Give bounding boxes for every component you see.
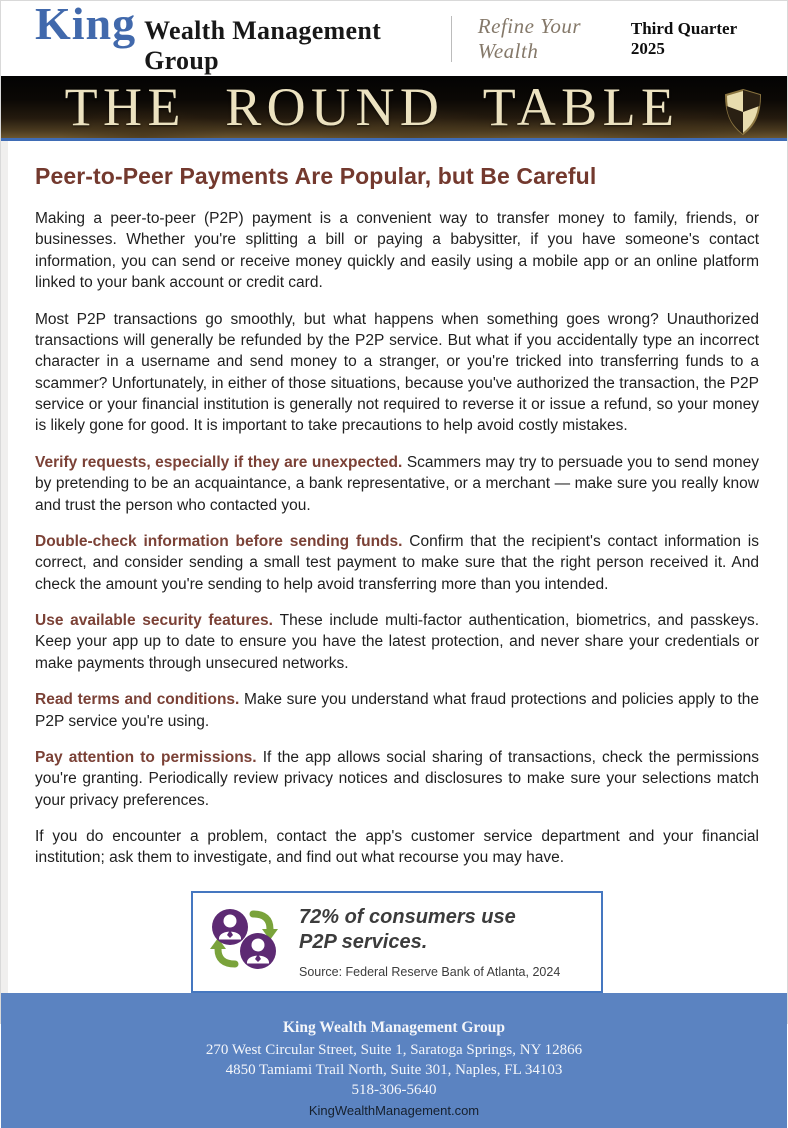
footer-address-fl: 4850 Tamiami Trail North, Suite 301, Naples, FL 34103 <box>225 1062 563 1078</box>
statistic-headline: 72% of consumers use P2P services. <box>299 905 516 953</box>
paragraph-lead: Verify requests, especially if they are unexpected. <box>35 453 403 471</box>
paragraph-text: If you do encounter a problem, contact the app's customer service department and your financial institution; ask them to investigate, and find out what recourse you may have. <box>35 828 759 867</box>
paragraph-terms-conditions <box>35 689 759 732</box>
paragraph-permissions <box>35 747 759 811</box>
footer <box>1 993 787 1128</box>
footer-website: KingWealthManagement.com <box>308 1102 480 1118</box>
article-body <box>1 141 787 993</box>
paragraph-lead: Read terms and conditions. <box>35 691 240 709</box>
paragraph-lead: Use available security features. <box>35 612 273 629</box>
issue-date: Third Quarter 2025 <box>630 19 737 58</box>
paragraph-text: Confirm that the recipient's contact information is correct, and consider sending a small test payment to make sure that the right person received it. And check the amount you're sending to help avoid transferring more than you intended. <box>35 532 760 593</box>
paragraph-verify-requests <box>35 452 759 516</box>
masthead <box>1 1 787 76</box>
paragraph-text: Make sure you understand what fraud protections and policies apply to the P2P service you're using. <box>35 691 759 730</box>
paragraph-lead: Pay attention to permissions. <box>35 748 257 766</box>
company-logo <box>35 1 421 76</box>
logo-text-wealth-management-group: Wealth Management Group <box>144 16 382 75</box>
paragraph-security-features <box>35 610 759 674</box>
statistic-callout <box>191 891 603 993</box>
tagline: Refine Your Wealth <box>477 13 582 63</box>
paragraph-text: Making a peer-to-peer (P2P) payment is a convenient way to transfer money to family, friends, or businesses. Whether you're splitting a bill or paying a babysitter, if you have someone's contact information, you can send or receive money quickly and easily using a mobile app or an online platform linked to your bank account or credit card. <box>35 210 759 292</box>
article-title: Peer-to-Peer Payments Are Popular, but Be Careful <box>35 163 597 189</box>
header-divider <box>451 16 452 62</box>
p2p-exchange-icon <box>207 905 281 978</box>
paragraph-intro <box>35 208 759 294</box>
shield-icon <box>723 88 763 141</box>
paragraph-lead: Double-check information before sending funds. <box>35 532 403 550</box>
paragraph-encounter-problem <box>35 826 759 869</box>
footer-address-ny: 270 West Circular Street, Suite 1, Saratoga Springs, NY 12866 <box>205 1041 583 1058</box>
paragraph-text: These include multi-factor authentication, biometrics, and passkeys. Keep your app up to date to ensure you have the latest protection, and never share your credentials or make payments through unsecured networks. <box>35 612 759 672</box>
newsletter-title: THE ROUND TABLE <box>64 77 680 137</box>
paragraph-double-check <box>35 531 759 595</box>
statistic-texts <box>299 905 585 979</box>
paragraph-text: Most P2P transactions go smoothly, but what happens when something goes wrong? Unauthorized transactions will generally be refunded by the P2P service. But what if you accidentally type an incorrect character in a username and send money to a stranger, or you're tricked into transferring funds to a scammer? Unfortunately, in either of those situations, because you've authorized the transaction, the P2P service or your financial institution is generally not required to reverse it or issue a refund, so your money is likely gone for good. It is important to take precautions to help avoid costly mistakes. <box>35 310 759 435</box>
newsletter-banner <box>1 76 787 141</box>
paragraph-text: Scammers may try to persuade you to send money by pretending to be an acquaintance, a bank representative, or a merchant — make sure you really know and trust the person who contacted you. <box>35 453 759 514</box>
footer-phone: 518-306-5640 <box>351 1082 437 1099</box>
statistic-source: Source: Federal Reserve Bank of Atlanta, 2024 <box>299 964 561 979</box>
paragraph-risks <box>35 309 759 437</box>
paragraph-text: If the app allows social sharing of transactions, check the permissions you're granting. Periodically review privacy notices and disclosures to make sure your selections match your privacy preferences. <box>35 748 760 809</box>
logo-text-king: King <box>35 0 137 49</box>
crown-icon <box>39 0 73 4</box>
footer-company-name: King Wealth Management Group <box>282 1018 506 1036</box>
